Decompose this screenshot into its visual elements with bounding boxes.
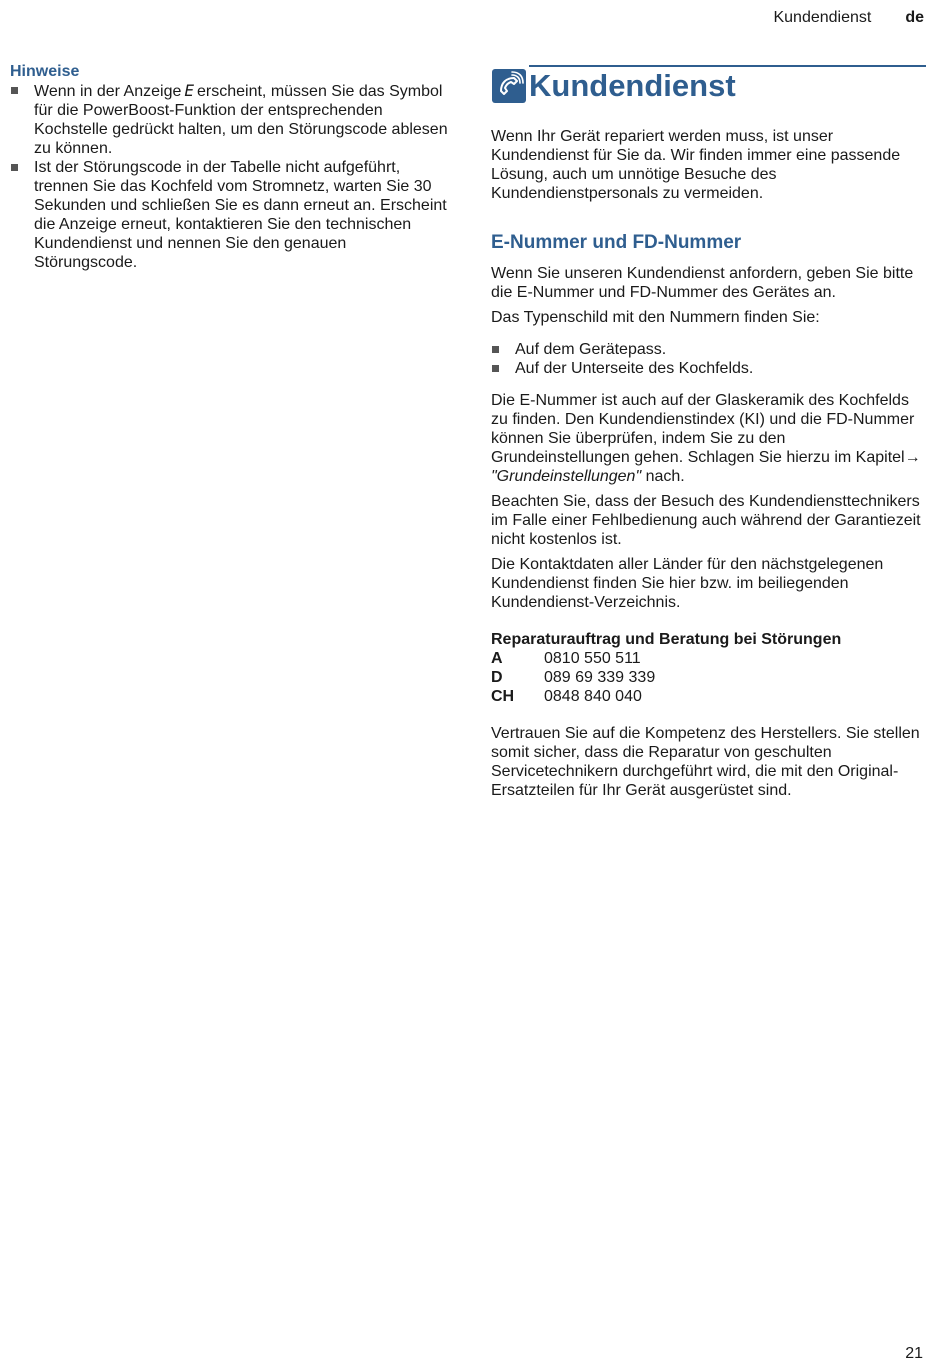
paragraph-3-text: Die E-Nummer ist auch auf der Glaskeramik des Kochfelds zu finden. Den Kundendienstindex (KI) und die FD-Nummer können Sie überprüfen, indem Sie zu den Grundeinstellungen gehen. Schlagen Sie hierzu im Kapitel (491, 392, 915, 466)
location-list (491, 340, 926, 378)
header-lang: de (905, 9, 924, 26)
table-row (491, 649, 655, 668)
square-bullet-icon (492, 346, 499, 353)
intro-paragraph: Wenn Ihr Gerät repariert werden muss, ist unser Kundendienst für Sie da. Wir finden immer eine passende Lösung, auch um unnötige Besuche des Kundendienstpersonals zu vermeiden. (491, 128, 901, 202)
paragraph-3 (491, 391, 926, 486)
subheading: E-Nummer und FD-Nummer (491, 232, 742, 253)
paragraph-1: Wenn Sie unseren Kundendienst anfordern, geben Sie bitte die E-Nummer und FD-Nummer des Gerätes an. (491, 265, 914, 301)
notes-item-1-after: erscheint, müssen Sie das Symbol für die PowerBoost-Funktion der entsprechenden Kochstelle gedrückt halten, um den Störungscode ablesen zu können. (34, 83, 448, 157)
paragraph-5: Die Kontaktdaten aller Länder für den nächstgelegenen Kundendienst finden Sie hier bzw. im beiliegenden Kundendienst-Verzeichnis. (491, 556, 884, 611)
country-code: CH (491, 688, 515, 705)
closing-paragraph: Vertrauen Sie auf die Kompetenz des Herstellers. Sie stellen somit sicher, dass die Reparatur von geschulten Servicetechnikern durchgeführt wird, die mit den Original-Ersatzteilen für Ihr Gerät ausgerüstet sind. (491, 725, 920, 799)
country-code: D (491, 669, 503, 686)
page-header (773, 9, 924, 27)
left-column (10, 62, 450, 272)
notes-item-2: Ist der Störungscode in der Tabelle nicht aufgeführt, trennen Sie das Kochfeld vom Stromnetz, warten Sie 30 Sekunden und schließen Sie es dann erneut an. Erscheint die Anzeige erneut, kontaktieren Sie den technischen Kundendienst und nennen Sie den genauen Störungscode. (34, 159, 447, 271)
notes-item (10, 158, 450, 272)
list-item-text: Auf der Unterseite des Kochfelds. (515, 360, 754, 377)
contacts-table (491, 649, 655, 706)
error-code-glyph: E (184, 81, 194, 100)
notes-list (10, 81, 450, 272)
phone-icon (492, 69, 526, 103)
right-column (491, 62, 926, 806)
list-item (491, 359, 926, 378)
paragraph-3-end: nach. (641, 468, 685, 485)
table-row (491, 687, 655, 706)
paragraph-4: Beachten Sie, dass der Besuch des Kundendiensttechnikers im Falle einer Fehlbedienung auch während der Garantiezeit nicht kostenlos ist. (491, 493, 921, 548)
list-item (491, 340, 926, 359)
notes-item (10, 81, 450, 158)
table-row (491, 668, 655, 687)
country-code: A (491, 650, 503, 667)
page-number: 21 (905, 1345, 923, 1362)
chapter-reference-link[interactable]: "Grundeinstellungen" (491, 468, 642, 485)
notes-item-1-before: Wenn in der Anzeige (34, 83, 182, 100)
header-section: Kundendienst (773, 9, 872, 26)
contacts-heading: Reparaturauftrag und Beratung bei Störungen (491, 631, 842, 648)
list-item-text: Auf dem Gerätepass. (515, 341, 667, 358)
square-bullet-icon (492, 365, 499, 372)
square-bullet-icon (11, 164, 18, 171)
phone-number: 0848 840 040 (544, 688, 642, 705)
section-title-bar (491, 65, 926, 109)
phone-number: 089 69 339 339 (544, 669, 656, 686)
section-title: Kundendienst (529, 68, 736, 103)
notes-heading: Hinweise (10, 63, 80, 80)
paragraph-2: Das Typenschild mit den Nummern finden Sie: (491, 309, 820, 326)
arrow-icon: → (904, 449, 921, 466)
phone-number: 0810 550 511 (544, 650, 641, 667)
square-bullet-icon (11, 87, 18, 94)
